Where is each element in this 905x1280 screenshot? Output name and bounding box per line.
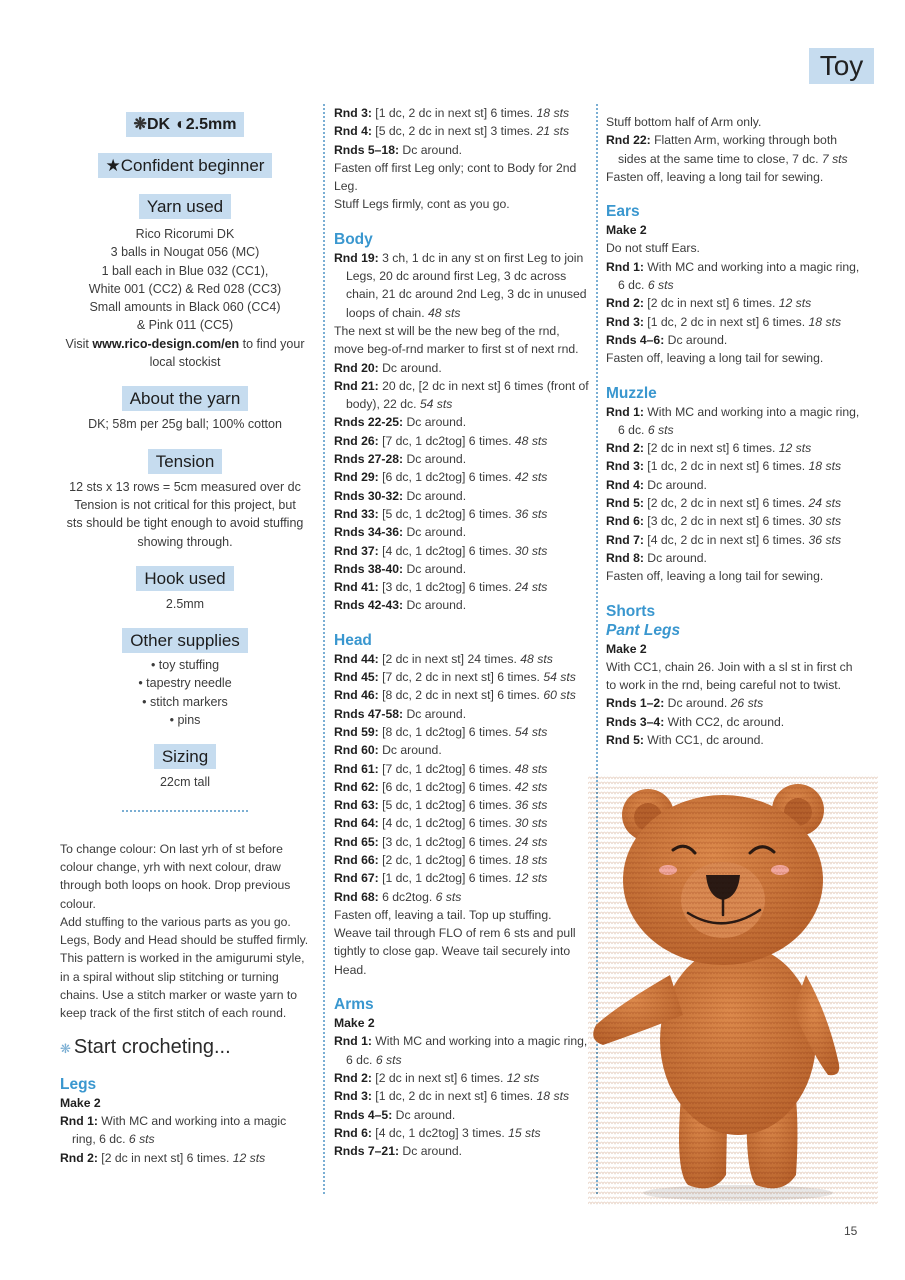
yarn-line: Rico Ricorumi DK xyxy=(135,227,235,241)
round-line xyxy=(334,851,589,869)
round-text: Dc around. xyxy=(378,743,442,758)
round-text: [2 dc in next st] 6 times. xyxy=(371,1070,507,1085)
round-line xyxy=(334,560,589,578)
yarn-used-heading: Yarn used xyxy=(139,194,231,219)
round-text: Dc around. xyxy=(664,332,728,347)
round-line xyxy=(334,888,589,906)
round-label: Rnd 37: xyxy=(334,543,379,558)
stitch-count: 18 sts xyxy=(808,459,842,474)
round-line xyxy=(334,705,589,723)
round-line xyxy=(334,650,589,668)
supplies-list xyxy=(60,656,310,729)
round-label: Rnds 7–21: xyxy=(334,1144,400,1159)
round-label: Rnds 4–5: xyxy=(334,1107,393,1122)
round-line xyxy=(334,668,589,686)
round-line xyxy=(334,814,589,832)
start-heading-text: Start crocheting... xyxy=(73,1035,231,1058)
round-text: [3 dc, 2 dc in next st] 6 times. xyxy=(643,514,809,529)
round-line xyxy=(334,833,589,851)
stitch-count: 12 sts xyxy=(778,441,812,456)
round-text: [2 dc in next st] 24 times. xyxy=(378,651,521,666)
round-text: 20 dc, [2 dc in next st] 6 times (front of body), 22 dc. xyxy=(346,378,589,412)
round-line xyxy=(334,1124,589,1142)
round-line: Rnd 22: Flatten Arm, working through both sides at the same time to close, 7 dc. 7 sts xyxy=(606,133,848,166)
make-count: Make 2 xyxy=(606,223,647,238)
round-text: [7 dc, 1 dc2tog] 6 times. xyxy=(378,433,515,448)
round-line xyxy=(334,413,589,431)
shorts-rounds xyxy=(606,694,861,749)
yarn-line: Small amounts in Black 060 (CC4) xyxy=(89,300,281,315)
round-label: Rnd 45: xyxy=(334,670,379,685)
pant-legs-subheading: Pant Legs xyxy=(606,621,681,639)
round-text: [7 dc, 1 dc2tog] 6 times. xyxy=(378,761,515,776)
stitch-count: 30 sts xyxy=(808,514,842,529)
stitch-count: 36 sts xyxy=(514,798,548,813)
round-line xyxy=(334,487,589,505)
star-icon: ★ xyxy=(105,156,121,175)
round-line: Rnd 19: 3 ch, 1 dc in any st on first Leg to join Legs, 20 dc around first Leg, 3 dc across chain, 21 dc around 2nd Leg, 3 dc in unused loops of chain. 48 sts xyxy=(334,250,587,320)
legs-heading: Legs xyxy=(60,1075,97,1093)
round-label: Rnd 2: xyxy=(334,1070,372,1085)
round-text: Dc around. xyxy=(378,360,442,375)
round-label: Rnd 60: xyxy=(334,743,379,758)
round-text: Dc around. xyxy=(403,561,467,576)
muzzle-heading: Muzzle xyxy=(606,384,657,402)
round-text: [5 dc, 1 dc2tog] 6 times. xyxy=(378,798,515,813)
stitch-count: 24 sts xyxy=(808,496,842,511)
body-rounds xyxy=(334,359,589,615)
page-number: 15 xyxy=(844,1224,858,1238)
round-label: Rnd 63: xyxy=(334,798,379,813)
stitch-count: 54 sts xyxy=(514,724,548,739)
round-text: Dc around. xyxy=(403,525,467,540)
hook-icon: ◐ xyxy=(176,116,186,133)
round-text: 6 dc2tog. xyxy=(378,889,436,904)
round-label: Rnd 7: xyxy=(606,532,644,547)
round-label: Rnd 1: xyxy=(606,259,644,274)
yarn-line: 3 balls in Nougat 056 (MC) xyxy=(110,245,260,260)
hook-used-heading: Hook used xyxy=(136,566,233,591)
tension-line: showing through. xyxy=(137,534,233,549)
round-label: Rnd 8: xyxy=(606,550,644,565)
round-line: Rnds 5–18: Dc around. xyxy=(334,142,463,157)
tension-line: Tension is not critical for this project, but xyxy=(74,497,296,512)
round-text: [1 dc, 2 dc in next st] 6 times. xyxy=(643,314,809,329)
round-line xyxy=(334,596,589,614)
stitch-count: 26 sts xyxy=(730,696,764,711)
round-line xyxy=(606,457,861,475)
round-text: Dc around. xyxy=(403,415,467,430)
round-line: Rnd 1: With MC and working into a magic ring, 6 dc. 6 sts xyxy=(60,1113,287,1147)
round-label: Rnd 3: xyxy=(334,1089,372,1104)
round-label: Rnd 6: xyxy=(334,1125,372,1140)
instruction-text: Fasten off, leaving a long tail for sewing. xyxy=(606,351,824,366)
round-text: [2 dc, 1 dc2tog] 6 times. xyxy=(378,852,515,867)
note-stuffing: Add stuffing to the various parts as you go. Legs, Body and Head should be stuffed firmly. xyxy=(60,914,309,948)
round-text: Dc around. xyxy=(664,696,731,711)
round-label: Rnds 38-40: xyxy=(334,561,404,576)
supply-item: • tapestry needle xyxy=(138,676,232,691)
teddy-bear-photo xyxy=(588,775,878,1205)
round-line xyxy=(606,531,861,549)
round-text: [2 dc, 2 dc in next st] 6 times. xyxy=(643,496,809,511)
round-line xyxy=(334,542,589,560)
stitch-count: 48 sts xyxy=(520,651,553,666)
round-line xyxy=(606,476,861,494)
stitch-count: 42 sts xyxy=(514,779,548,794)
round-line xyxy=(334,578,589,596)
yarn-line: & Pink 011 (CC5) xyxy=(136,318,234,333)
instruction-text: Stuff bottom half of Arm only. xyxy=(606,115,762,129)
yarn-line: 1 ball each in Blue 032 (CC1), xyxy=(101,263,269,278)
round-text: [2 dc in next st] 6 times. xyxy=(643,296,779,311)
round-text: [4 dc, 1 dc2tog] 6 times. xyxy=(378,543,515,558)
start-heading xyxy=(60,1035,310,1061)
round-line xyxy=(334,1106,589,1124)
round-line xyxy=(606,331,861,349)
round-label: Rnd 59: xyxy=(334,724,379,739)
stitch-count: 30 sts xyxy=(514,543,548,558)
yarn-ball-icon: ❋ xyxy=(133,116,147,133)
round-label: Rnds 22-25: xyxy=(334,415,404,430)
round-text: [4 dc, 1 dc2tog] 3 times. xyxy=(371,1125,509,1140)
round-text: [5 dc, 1 dc2tog] 6 times. xyxy=(378,506,515,521)
round-label: Rnds 30-32: xyxy=(334,488,404,503)
round-line: Rnd 2: [2 dc in next st] 6 times. 12 sts xyxy=(60,1150,266,1165)
tension-line: sts should be tight enough to avoid stuffing xyxy=(66,516,304,531)
pattern-column-right xyxy=(606,113,861,749)
instruction-text: Stuff Legs firmly, cont as you go. xyxy=(334,197,510,212)
stockist-note xyxy=(60,335,310,372)
level-badge xyxy=(98,153,273,178)
supply-item: • pins xyxy=(169,713,201,728)
round-label: Rnds 47-58: xyxy=(334,706,404,721)
tension-line: 12 sts x 13 rows = 5cm measured over dc xyxy=(69,479,301,494)
stitch-count: 18 sts xyxy=(536,1089,570,1104)
sizing-heading: Sizing xyxy=(154,744,216,769)
round-line xyxy=(606,731,861,749)
round-label: Rnd 61: xyxy=(334,761,379,776)
round-text: [4 dc, 1 dc2tog] 6 times. xyxy=(378,816,515,831)
round-label: Rnd 29: xyxy=(334,470,379,485)
stitch-count: 60 sts xyxy=(543,688,576,703)
round-text: Dc around. xyxy=(643,477,707,492)
round-text: [8 dc, 2 dc in next st] 6 times. xyxy=(378,688,544,703)
round-line xyxy=(606,439,861,457)
pattern-column-middle xyxy=(334,104,589,1160)
stitch-count: 12 sts xyxy=(514,871,548,886)
note-amigurumi: This pattern is worked in the amigurumi style, in a spiral without slip stitching or turning chains. Use a stitch marker or waste yarn to keep track of the first stitch of each round. xyxy=(60,951,305,1021)
round-text: With MC and working into a magic ring, 6 dc. xyxy=(618,404,860,437)
round-text: [8 dc, 1 dc2tog] 6 times. xyxy=(378,724,515,739)
round-label: Rnd 33: xyxy=(334,506,379,521)
round-line xyxy=(334,1069,589,1087)
yarn-line: White 001 (CC2) & Red 028 (CC3) xyxy=(88,281,282,296)
round-line xyxy=(606,549,861,567)
round-line xyxy=(334,432,589,450)
ears-heading: Ears xyxy=(606,203,640,221)
hook-used-text: 2.5mm xyxy=(165,596,205,611)
info-column xyxy=(60,112,310,1167)
round-line xyxy=(334,1032,589,1069)
stitch-count: 18 sts xyxy=(808,314,842,329)
round-text: With CC1, dc around. xyxy=(643,733,764,748)
round-label: Rnd 41: xyxy=(334,580,379,595)
round-label: Rnd 1: xyxy=(606,404,644,419)
round-line xyxy=(334,450,589,468)
round-label: Rnd 46: xyxy=(334,688,379,703)
round-line xyxy=(606,694,861,712)
round-text: Dc around. xyxy=(403,706,467,721)
muzzle-rounds xyxy=(606,403,861,568)
stitch-count: 12 sts xyxy=(778,296,812,311)
round-text: Dc around. xyxy=(392,1107,456,1122)
round-label: Rnds 34-36: xyxy=(334,525,404,540)
column-divider xyxy=(323,104,325,1194)
round-text: Dc around. xyxy=(403,452,467,467)
round-text: [6 dc, 1 dc2tog] 6 times. xyxy=(378,470,515,485)
tension-heading: Tension xyxy=(148,449,223,474)
instruction-text: Fasten off, leaving a tail. Top up stuffing. Weave tail through FLO of rem 6 sts and pull tightly to close gap. Weave tail securely into Head. xyxy=(334,907,576,977)
round-text: [2 dc in next st] 6 times. xyxy=(643,441,779,456)
round-line xyxy=(606,258,861,295)
shorts-heading: Shorts xyxy=(606,602,656,620)
instruction-text: Do not stuff Ears. xyxy=(606,241,700,256)
body-heading: Body xyxy=(334,230,373,248)
round-label: Rnd 44: xyxy=(334,651,379,666)
round-text: With MC and working into a magic ring, 6 dc. xyxy=(346,1034,588,1067)
instruction-text: Fasten off first Leg only; cont to Body for 2nd Leg. xyxy=(334,160,577,194)
round-label: Rnd 62: xyxy=(334,779,379,794)
make-count: Make 2 xyxy=(334,1016,375,1031)
round-text: [1 dc, 2 dc in next st] 6 times. xyxy=(371,1089,537,1104)
round-line xyxy=(606,494,861,512)
arms-heading: Arms xyxy=(334,996,374,1014)
round-line xyxy=(334,1142,589,1160)
round-line xyxy=(334,359,589,377)
arms-rounds xyxy=(334,1032,589,1160)
round-text: [4 dc, 2 dc in next st] 6 times. xyxy=(643,532,809,547)
round-label: Rnds 4–6: xyxy=(606,332,665,347)
sizing-text: 22cm tall xyxy=(159,775,211,790)
round-text: [6 dc, 1 dc2tog] 6 times. xyxy=(378,779,515,794)
stitch-count: 48 sts xyxy=(514,433,548,448)
round-text: [1 dc, 2 dc in next st] 6 times. xyxy=(643,459,809,474)
round-line xyxy=(334,869,589,887)
round-text: With CC2, dc around. xyxy=(664,714,785,729)
round-line xyxy=(606,294,861,312)
about-yarn-heading: About the yarn xyxy=(122,386,249,411)
instruction-text: The next st will be the new beg of the rnd, move beg-of-rnd marker to first st of next rnd. xyxy=(334,323,579,357)
round-label: Rnd 64: xyxy=(334,816,379,831)
visit-suffix: to find your local stockist xyxy=(149,336,305,370)
round-line xyxy=(606,403,861,440)
round-line xyxy=(334,523,589,541)
head-rounds xyxy=(334,650,589,906)
yarn-ball-icon: ❋ xyxy=(60,1040,71,1056)
round-text: [3 dc, 1 dc2tog] 6 times. xyxy=(378,834,515,849)
round-label: Rnds 1–2: xyxy=(606,696,665,711)
stitch-count: 42 sts xyxy=(514,470,548,485)
stitch-count: 54 sts xyxy=(419,397,453,412)
stitch-count: 24 sts xyxy=(514,834,548,849)
round-text: Dc around. xyxy=(403,488,467,503)
stitch-count: 24 sts xyxy=(514,580,548,595)
round-label: Rnd 1: xyxy=(334,1034,372,1049)
round-line xyxy=(606,313,861,331)
make-count: Make 2 xyxy=(60,1095,101,1110)
round-text: With MC and working into a magic ring, 6 dc. xyxy=(618,259,860,293)
stitch-count: 36 sts xyxy=(808,532,842,547)
round-text: Dc around. xyxy=(403,598,467,613)
round-line xyxy=(334,796,589,814)
round-label: Rnd 66: xyxy=(334,852,379,867)
round-line xyxy=(334,723,589,741)
instruction-text: Fasten off, leaving a long tail for sewing. xyxy=(606,169,824,184)
round-text: Dc around. xyxy=(643,550,707,565)
note-colour-change: To change colour: On last yrh of st before colour change, yrh with next colour, draw through both loops on hook. Drop previous colour. xyxy=(60,841,291,911)
visit-prefix: Visit xyxy=(65,336,93,351)
stitch-count: 18 sts xyxy=(514,852,548,867)
stitch-count: 30 sts xyxy=(514,816,548,831)
supplies-heading: Other supplies xyxy=(122,628,248,653)
round-line: Rnd 4: [5 dc, 2 dc in next st] 3 times. 21 sts xyxy=(334,124,570,139)
stitch-count: 6 sts xyxy=(375,1052,402,1067)
make-count: Make 2 xyxy=(606,641,647,656)
round-label: Rnd 26: xyxy=(334,433,379,448)
stitch-count: 48 sts xyxy=(514,761,548,776)
stitch-count: 12 sts xyxy=(506,1070,540,1085)
round-label: Rnd 4: xyxy=(606,477,644,492)
round-label: Rnds 42-43: xyxy=(334,598,404,613)
round-line xyxy=(334,1087,589,1105)
round-label: Rnd 6: xyxy=(606,514,644,529)
round-label: Rnd 2: xyxy=(606,296,644,311)
round-line xyxy=(606,713,861,731)
stitch-count: 6 sts xyxy=(435,889,462,904)
round-label: Rnd 3: xyxy=(606,459,644,474)
round-label: Rnd 5: xyxy=(606,733,644,748)
yarn-used-text xyxy=(60,225,310,371)
round-text: [7 dc, 2 dc in next st] 6 times. xyxy=(378,670,544,685)
stitch-count: 15 sts xyxy=(508,1125,541,1140)
instruction-text: Fasten off, leaving a long tail for sewing. xyxy=(606,569,824,584)
stitch-count: 6 sts xyxy=(647,422,674,437)
hook-size: 2.5mm xyxy=(185,116,237,133)
stitch-count: 54 sts xyxy=(543,670,576,685)
round-label: Rnds 27-28: xyxy=(334,452,404,467)
supply-item: • toy stuffing xyxy=(150,658,220,673)
round-label: Rnd 20: xyxy=(334,360,379,375)
round-line xyxy=(334,778,589,796)
yarn-weight: DK xyxy=(146,116,171,133)
round-line: Rnd 3: [1 dc, 2 dc in next st] 6 times. 18 sts xyxy=(334,106,570,120)
round-label: Rnd 5: xyxy=(606,496,644,511)
round-label: Rnd 3: xyxy=(606,314,644,329)
stitch-count: 36 sts xyxy=(514,506,548,521)
about-yarn-text: DK; 58m per 25g ball; 100% cotton xyxy=(88,417,282,432)
round-line xyxy=(334,377,589,414)
stitch-count: 6 sts xyxy=(647,278,674,293)
round-text: Dc around. xyxy=(399,1144,463,1159)
supply-item: • stitch markers xyxy=(142,694,228,709)
round-line xyxy=(606,512,861,530)
round-line xyxy=(334,760,589,778)
round-label: Rnd 2: xyxy=(606,441,644,456)
yarn-hook-badge xyxy=(126,112,245,137)
section-tag: Toy xyxy=(809,48,874,84)
tension-text xyxy=(60,478,310,551)
ears-rounds xyxy=(606,258,861,349)
level-label: Confident beginner xyxy=(120,156,265,175)
round-line xyxy=(334,686,589,704)
round-label: Rnd 67: xyxy=(334,871,379,886)
round-text: [3 dc, 1 dc2tog] 6 times. xyxy=(378,580,515,595)
round-line xyxy=(334,468,589,486)
round-text: [1 dc, 1 dc2tog] 6 times. xyxy=(378,871,515,886)
stockist-link[interactable]: www.rico-design.com/en xyxy=(92,336,240,351)
round-line xyxy=(334,741,589,759)
round-label: Rnd 21: xyxy=(334,378,379,393)
round-label: Rnds 3–4: xyxy=(606,714,665,729)
head-heading: Head xyxy=(334,631,372,649)
instruction-text: With CC1, chain 26. Join with a sl st in first ch to work in the rnd, being careful not to twist. xyxy=(606,659,853,693)
round-line xyxy=(334,505,589,523)
round-label: Rnd 65: xyxy=(334,834,379,849)
round-label: Rnd 68: xyxy=(334,889,379,904)
